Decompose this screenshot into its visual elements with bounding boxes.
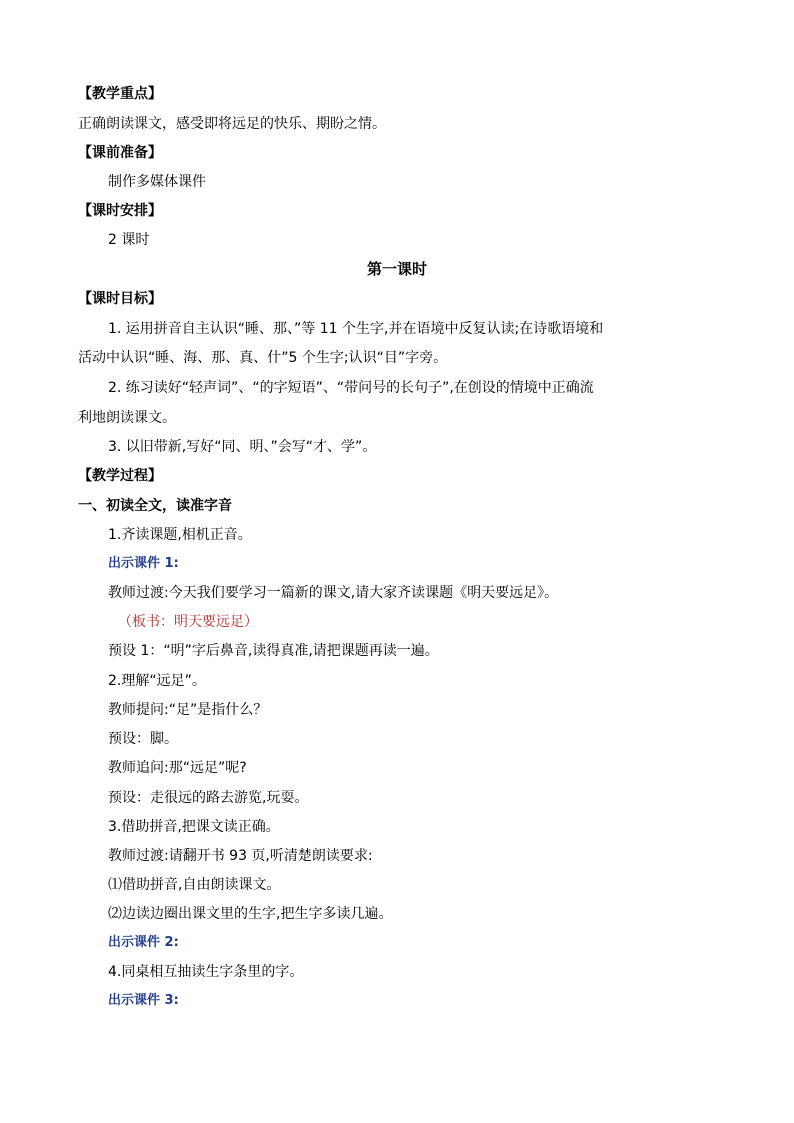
lesson-title: 第一课时 — [366, 260, 427, 278]
board-note: （板书：明天要远足） — [118, 614, 258, 630]
teacher-transition-2: 教师过渡:请翻开书 93 页,听清楚朗读要求: — [108, 848, 373, 864]
preset-1: 预设 1：“明”字后鼻音,读得真准,请把课题再读一遍。 — [108, 643, 439, 659]
courseware-3-label: 出示课件 3: — [108, 993, 179, 1008]
goal-1-line-2: 活动中认识“睡、海、那、真、什”5 个生字;认识“目”字旁。 — [78, 350, 448, 366]
goal-3: 3. 以旧带新,写好“同、明、”会写“才、学”。 — [108, 439, 377, 455]
schedule-text: 2 课时 — [108, 232, 150, 248]
teacher-transition-1: 教师过渡:今天我们要学习一篇新的课文,请大家齐读课题《明天要远足》。 — [108, 585, 559, 601]
teacher-question-2: 教师追问:那“远足”呢? — [108, 760, 247, 776]
goal-2-line-1: 2. 练习读好“轻声词”、“的字短语”、“带问号的长句子”,在创设的情境中正确流 — [108, 380, 594, 396]
courseware-2-label: 出示课件 2: — [108, 935, 179, 950]
part-1-heading: 一、初读全文，读准字音 — [78, 498, 232, 514]
process-heading: 【教学过程】 — [78, 468, 162, 484]
step-4: 4.同桌相互抽读生字条里的字。 — [108, 964, 304, 980]
step-1: 1.齐读课题,相机正音。 — [108, 527, 252, 543]
goal-1-line-1: 1. 运用拼音自主认识“睡、那、”等 11 个生字,并在语境中反复认读;在诗歌语境和 — [108, 321, 604, 337]
schedule-heading: 【课时安排】 — [78, 203, 162, 219]
requirement-2: ⑵边读边圈出课文里的生字,把生字多读几遍。 — [108, 906, 393, 922]
step-3: 3.借助拼音,把课文读正确。 — [108, 819, 280, 835]
preset-answer-2: 预设：走很远的路去游览,玩耍。 — [108, 790, 309, 806]
goal-2-line-2: 利地朗读课文。 — [78, 410, 176, 426]
step-2: 2.理解“远足”。 — [108, 673, 206, 689]
preset-answer-1: 预设：脚。 — [108, 731, 178, 747]
teacher-question-1: 教师提问:“足”是指什么？ — [108, 702, 268, 718]
prep-text: 制作多媒体课件 — [108, 174, 206, 190]
prep-heading: 【课前准备】 — [78, 145, 162, 161]
courseware-1-label: 出示课件 1: — [108, 556, 179, 571]
focus-heading: 【教学重点】 — [78, 86, 162, 102]
goals-heading: 【课时目标】 — [78, 291, 162, 307]
requirement-1: ⑴借助拼音,自由朗读课文。 — [108, 877, 281, 893]
focus-text: 正确朗读课文，感受即将远足的快乐、期盼之情。 — [78, 116, 386, 132]
